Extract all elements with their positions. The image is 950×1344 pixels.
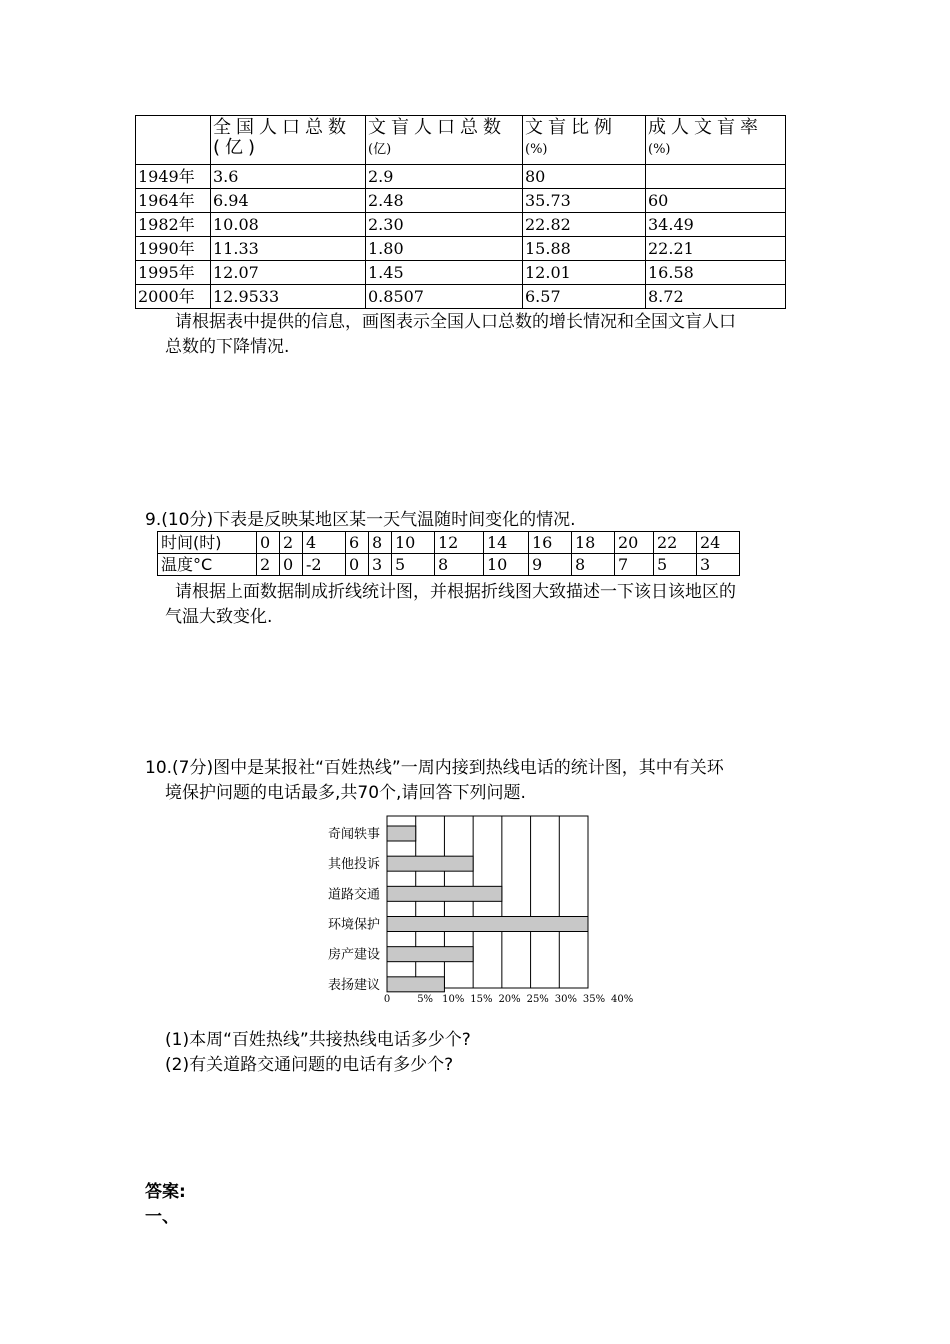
bar [387, 947, 473, 962]
year-cell: 1949年 [136, 165, 211, 189]
q8-instruction-line1: 请根据表中提供的信息，画图表示全国人口总数的增长情况和全国文盲人口 [175, 312, 736, 332]
table-cell: 16.58 [646, 261, 786, 285]
temp-cell: 3 [697, 554, 740, 576]
time-cell: 18 [572, 532, 615, 554]
table-cell: 8.72 [646, 285, 786, 309]
time-label: 时间(时) [158, 532, 257, 554]
time-cell: 8 [369, 532, 392, 554]
year-cell: 1990年 [136, 237, 211, 261]
temp-cell: 3 [369, 554, 392, 576]
table-cell: 0.8507 [366, 285, 523, 309]
category-label: 道路交通 [327, 887, 380, 903]
temp-cell: 8 [572, 554, 615, 576]
time-row [158, 532, 740, 554]
temp-cell: 9 [529, 554, 572, 576]
table-cell: 10.08 [211, 213, 366, 237]
table-cell: 11.33 [211, 237, 366, 261]
table-row [136, 213, 786, 237]
table-cell: 22.21 [646, 237, 786, 261]
time-cell: 10 [392, 532, 435, 554]
tick-label: 40% [611, 994, 634, 1005]
category-label: 表扬建议 [327, 977, 380, 993]
table-cell: 1.45 [366, 261, 523, 285]
time-cell: 4 [303, 532, 346, 554]
bar [387, 856, 473, 871]
time-cell: 14 [484, 532, 529, 554]
temp-cell: 7 [615, 554, 654, 576]
table-cell: 12.01 [523, 261, 646, 285]
bar [387, 977, 444, 992]
bar [387, 917, 588, 932]
temp-row [158, 554, 740, 576]
category-label: 奇闻轶事 [327, 827, 380, 842]
q10-subquestions [165, 1028, 471, 1078]
population-table-header-row [136, 116, 786, 165]
category-label: 其他投诉 [327, 857, 380, 873]
temp-cell: 0 [346, 554, 369, 576]
table-cell: 12.07 [211, 261, 366, 285]
tick-label: 0 [383, 994, 391, 1005]
chart-tick-labels [384, 994, 633, 1005]
q10-sub1: (1)本周“百姓热线”共接热线电话多少个? [165, 1030, 471, 1050]
table-cell: 80 [523, 165, 646, 189]
temp-cell: 2 [257, 554, 280, 576]
table-cell: 1.80 [366, 237, 523, 261]
time-cell: 22 [654, 532, 697, 554]
header-illiterate-population: 文盲人口总数 (亿) [366, 116, 523, 165]
answers-section: 一、 [145, 1207, 179, 1227]
time-cell: 12 [435, 532, 484, 554]
bar [387, 886, 502, 901]
table-cell: 35.73 [523, 189, 646, 213]
time-cell: 2 [280, 532, 303, 554]
answers-heading: 答案: [145, 1182, 186, 1202]
table-cell: 12.9533 [211, 285, 366, 309]
table-cell: 60 [646, 189, 786, 213]
tick-label: 10% [442, 994, 465, 1005]
population-table [135, 115, 786, 309]
temp-label: 温度°C [158, 554, 257, 576]
q9-instruction [165, 580, 825, 630]
table-row [136, 261, 786, 285]
tick-label: 35% [582, 994, 606, 1005]
chart-category-labels [328, 826, 380, 993]
q9-instruction-line2: 气温大致变化. [165, 607, 273, 627]
q10-title-line1: 10.(7分)图中是某报社“百姓热线”一周内接到热线电话的统计图，其中有关环 [145, 758, 724, 778]
header-total-population: 全国人口总数 (亿) [211, 116, 366, 165]
q10-title [145, 756, 825, 806]
header-corner-cell [136, 116, 211, 165]
temperature-table [157, 531, 740, 576]
tick-label: 25% [526, 994, 549, 1005]
table-cell: 6.57 [523, 285, 646, 309]
chart-frame [387, 816, 588, 988]
table-cell: 22.82 [523, 213, 646, 237]
temp-cell: 5 [654, 554, 697, 576]
q10-title-line2: 境保护问题的电话最多,共70个,请回答下列问题. [165, 783, 526, 803]
q8-instruction [165, 310, 825, 360]
category-label: 环境保护 [327, 917, 380, 933]
year-cell: 1982年 [136, 213, 211, 237]
temp-cell: 0 [280, 554, 303, 576]
q8-instruction-line2: 总数的下降情况. [165, 337, 290, 357]
time-cell: 24 [697, 532, 740, 554]
year-cell: 2000年 [136, 285, 211, 309]
tick-label: 20% [498, 994, 521, 1005]
table-cell: 34.49 [646, 213, 786, 237]
table-cell: 15.88 [523, 237, 646, 261]
time-cell: 6 [346, 532, 369, 554]
temp-cell: -2 [303, 554, 346, 576]
table-cell: 2.9 [366, 165, 523, 189]
table-cell: 2.48 [366, 189, 523, 213]
tick-label: 30% [554, 994, 577, 1005]
chart-bars [387, 826, 588, 992]
hotline-bar-chart [300, 812, 640, 1012]
table-row [136, 237, 786, 261]
table-row [136, 285, 786, 309]
bar [387, 826, 416, 841]
tick-label: 15% [470, 994, 493, 1005]
header-adult-illiteracy-rate: 成人文盲率 (%) [646, 116, 786, 165]
q10-sub2: (2)有关道路交通问题的电话有多少个? [165, 1055, 454, 1075]
header-illiteracy-ratio: 文盲比例 (%) [523, 116, 646, 165]
temp-cell: 8 [435, 554, 484, 576]
q9-instruction-line1: 请根据上面数据制成折线统计图，并根据折线图大致描述一下该日该地区的 [175, 582, 736, 602]
time-cell: 20 [615, 532, 654, 554]
table-cell: 2.30 [366, 213, 523, 237]
time-cell: 16 [529, 532, 572, 554]
time-cell: 0 [257, 532, 280, 554]
category-label: 房产建设 [327, 947, 380, 963]
table-row [136, 165, 786, 189]
year-cell: 1964年 [136, 189, 211, 213]
temp-cell: 10 [484, 554, 529, 576]
temp-cell: 5 [392, 554, 435, 576]
tick-label: 5% [417, 994, 434, 1005]
q9-title: 9.(10分)下表是反映某地区某一天气温随时间变化的情况. [145, 510, 576, 530]
table-cell [646, 165, 786, 189]
table-cell: 3.6 [211, 165, 366, 189]
chart-grid [387, 816, 588, 988]
table-row [136, 189, 786, 213]
table-cell: 6.94 [211, 189, 366, 213]
year-cell: 1995年 [136, 261, 211, 285]
answers-block [145, 1180, 186, 1230]
